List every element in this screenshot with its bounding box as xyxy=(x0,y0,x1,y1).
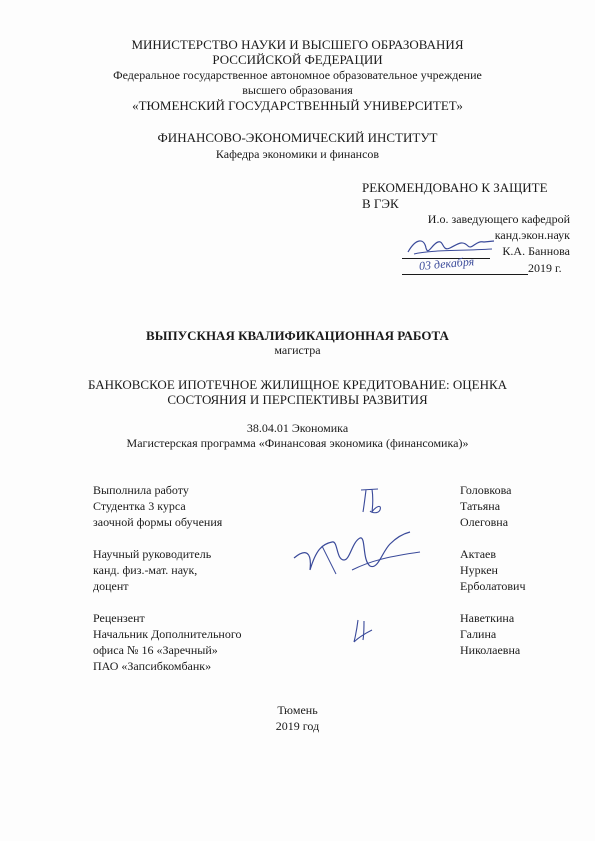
approval-line-2: В ГЭК xyxy=(362,196,399,211)
student-name-2: Татьяна xyxy=(460,499,501,513)
reviewer-name-1: Наветкина xyxy=(460,611,515,625)
reviewer-signature xyxy=(350,618,374,644)
student-name-3: Олеговна xyxy=(460,515,509,529)
supervisor-label-3: доцент xyxy=(93,579,129,593)
topic-line-2: СОСТОЯНИЯ И ПЕРСПЕКТИВЫ РАЗВИТИЯ xyxy=(167,392,428,407)
supervisor-name-1: Актаев xyxy=(460,547,497,561)
reviewer-label-3: офиса № 16 «Заречный» xyxy=(93,643,218,657)
supervisor-signature xyxy=(292,530,422,580)
student-label-1: Выполнила работу xyxy=(93,483,189,497)
department-name: Кафедра экономики и финансов xyxy=(215,147,380,161)
institute-name: ФИНАНСОВО-ЭКОНОМИЧЕСКИЙ ИНСТИТУТ xyxy=(157,130,438,145)
specialty-code: 38.04.01 Экономика xyxy=(246,421,349,435)
program-name: Магистерская программа «Финансовая экономика (финансомика)» xyxy=(126,436,469,450)
approval-name: К.А. Баннова xyxy=(502,244,570,258)
approval-date-line xyxy=(402,274,528,275)
approval-year: 2019 г. xyxy=(528,261,562,275)
topic-line-1: БАНКОВСКОЕ ИПОТЕЧНОЕ ЖИЛИЩНОЕ КРЕДИТОВАНИЕ: ОЦЕНКА xyxy=(87,377,508,392)
approval-handwritten-date: 03 декабря xyxy=(418,254,475,273)
reviewer-label-2: Начальник Дополнительного xyxy=(93,627,242,641)
supervisor-name-3: Ерболатович xyxy=(460,579,526,593)
institution-line-1: Федеральное государственное автономное образовательное учреждение xyxy=(113,68,482,82)
work-level: магистра xyxy=(274,343,321,357)
footer-year: 2019 год xyxy=(275,719,320,733)
student-label-2: Студентка 3 курса xyxy=(93,499,186,513)
reviewer-name-2: Галина xyxy=(460,627,497,641)
student-signature xyxy=(358,486,384,516)
reviewer-label-1: Рецензент xyxy=(93,611,145,625)
reviewer-name-3: Николаевна xyxy=(460,643,521,657)
student-label-3: заочной формы обучения xyxy=(93,515,223,529)
supervisor-label-1: Научный руководитель xyxy=(93,547,212,561)
institution-line-2: высшего образования xyxy=(242,83,353,97)
approval-position: И.о. заведующего кафедрой xyxy=(427,212,570,226)
supervisor-name-2: Нуркен xyxy=(460,563,498,577)
supervisor-label-2: канд. физ.-мат. наук, xyxy=(93,563,198,577)
student-name-1: Головкова xyxy=(460,483,512,497)
ministry-line-2: РОССИЙСКОЙ ФЕДЕРАЦИИ xyxy=(212,52,383,67)
approval-degree: канд.экон.наук xyxy=(494,228,570,242)
approval-line-1: РЕКОМЕНДОВАНО К ЗАЩИТЕ xyxy=(362,180,548,195)
reviewer-label-4: ПАО «Запсибкомбанк» xyxy=(93,659,212,673)
footer-city: Тюмень xyxy=(277,703,318,717)
ministry-line-1: МИНИСТЕРСТВО НАУКИ И ВЫСШЕГО ОБРАЗОВАНИЯ xyxy=(131,37,464,52)
university-name: «ТЮМЕНСКИЙ ГОСУДАРСТВЕННЫЙ УНИВЕРСИТЕТ» xyxy=(132,98,463,113)
work-type: ВЫПУСКНАЯ КВАЛИФИКАЦИОННАЯ РАБОТА xyxy=(146,328,449,343)
